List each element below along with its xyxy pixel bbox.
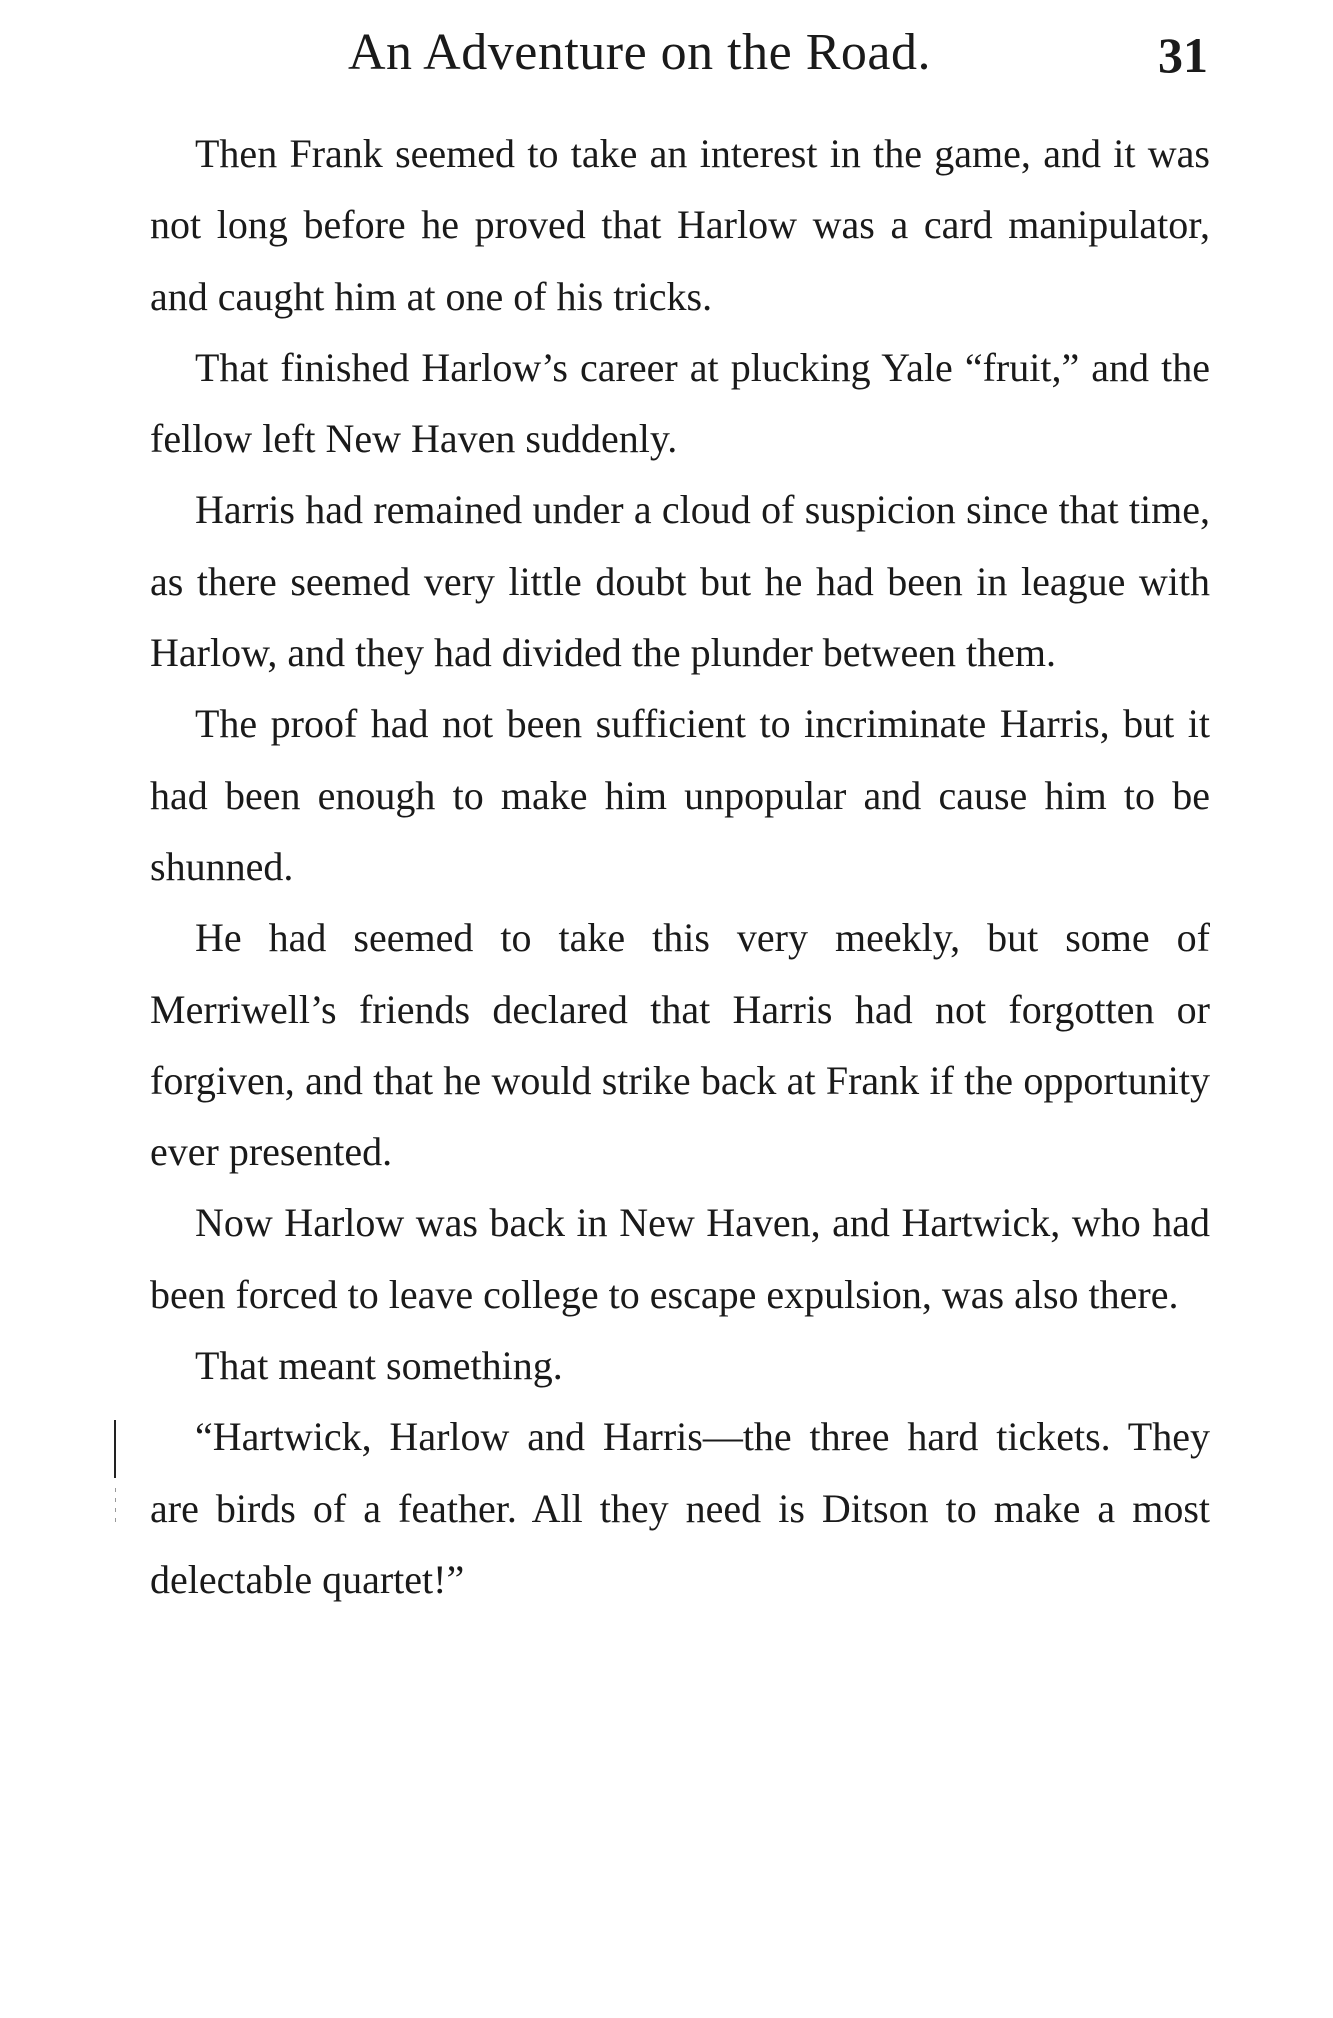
- paragraph: Then Frank seemed to take an interest in the game, and it was not long before he proved that Harlow was a card manipulator, and caught him at one of his tricks.: [150, 131, 1210, 319]
- margin-mark-faint: [115, 1488, 116, 1528]
- paragraph: That meant something.: [195, 1343, 563, 1389]
- paragraph: Harris had remained under a cloud of suspicion since that time, as there seemed very little doubt but he had been in league with Harlow, and they had divided the plunder between them.: [150, 487, 1210, 676]
- paragraph: He had seemed to take this very meekly, but some of Merriwell’s friends declared that Harris had not forgotten or forgiven, and that he would strike back at Frank if the opportunity ever presented.: [150, 915, 1210, 1175]
- paragraph: “Hartwick, Harlow and Harris—the three hard tickets. They are birds of a feather. All they need is Ditson to make a most delectable quartet!”: [150, 1414, 1210, 1602]
- page-header: [0, 18, 1333, 88]
- body-text: [150, 118, 1210, 1615]
- paragraph: Now Harlow was back in New Haven, and Hartwick, who had been forced to leave college to escape expulsion, was also there.: [150, 1200, 1210, 1317]
- page-number: 31: [1158, 27, 1208, 83]
- running-title: An Adventure on the Road.: [348, 24, 931, 81]
- margin-mark: [114, 1420, 116, 1478]
- paragraph: That finished Harlow’s career at plucking Yale “fruit,” and the fellow left New Haven suddenly.: [150, 344, 1210, 462]
- paragraph: The proof had not been sufficient to incriminate Harris, but it had been enough to make him unpopular and cause him to be shunned.: [150, 701, 1210, 889]
